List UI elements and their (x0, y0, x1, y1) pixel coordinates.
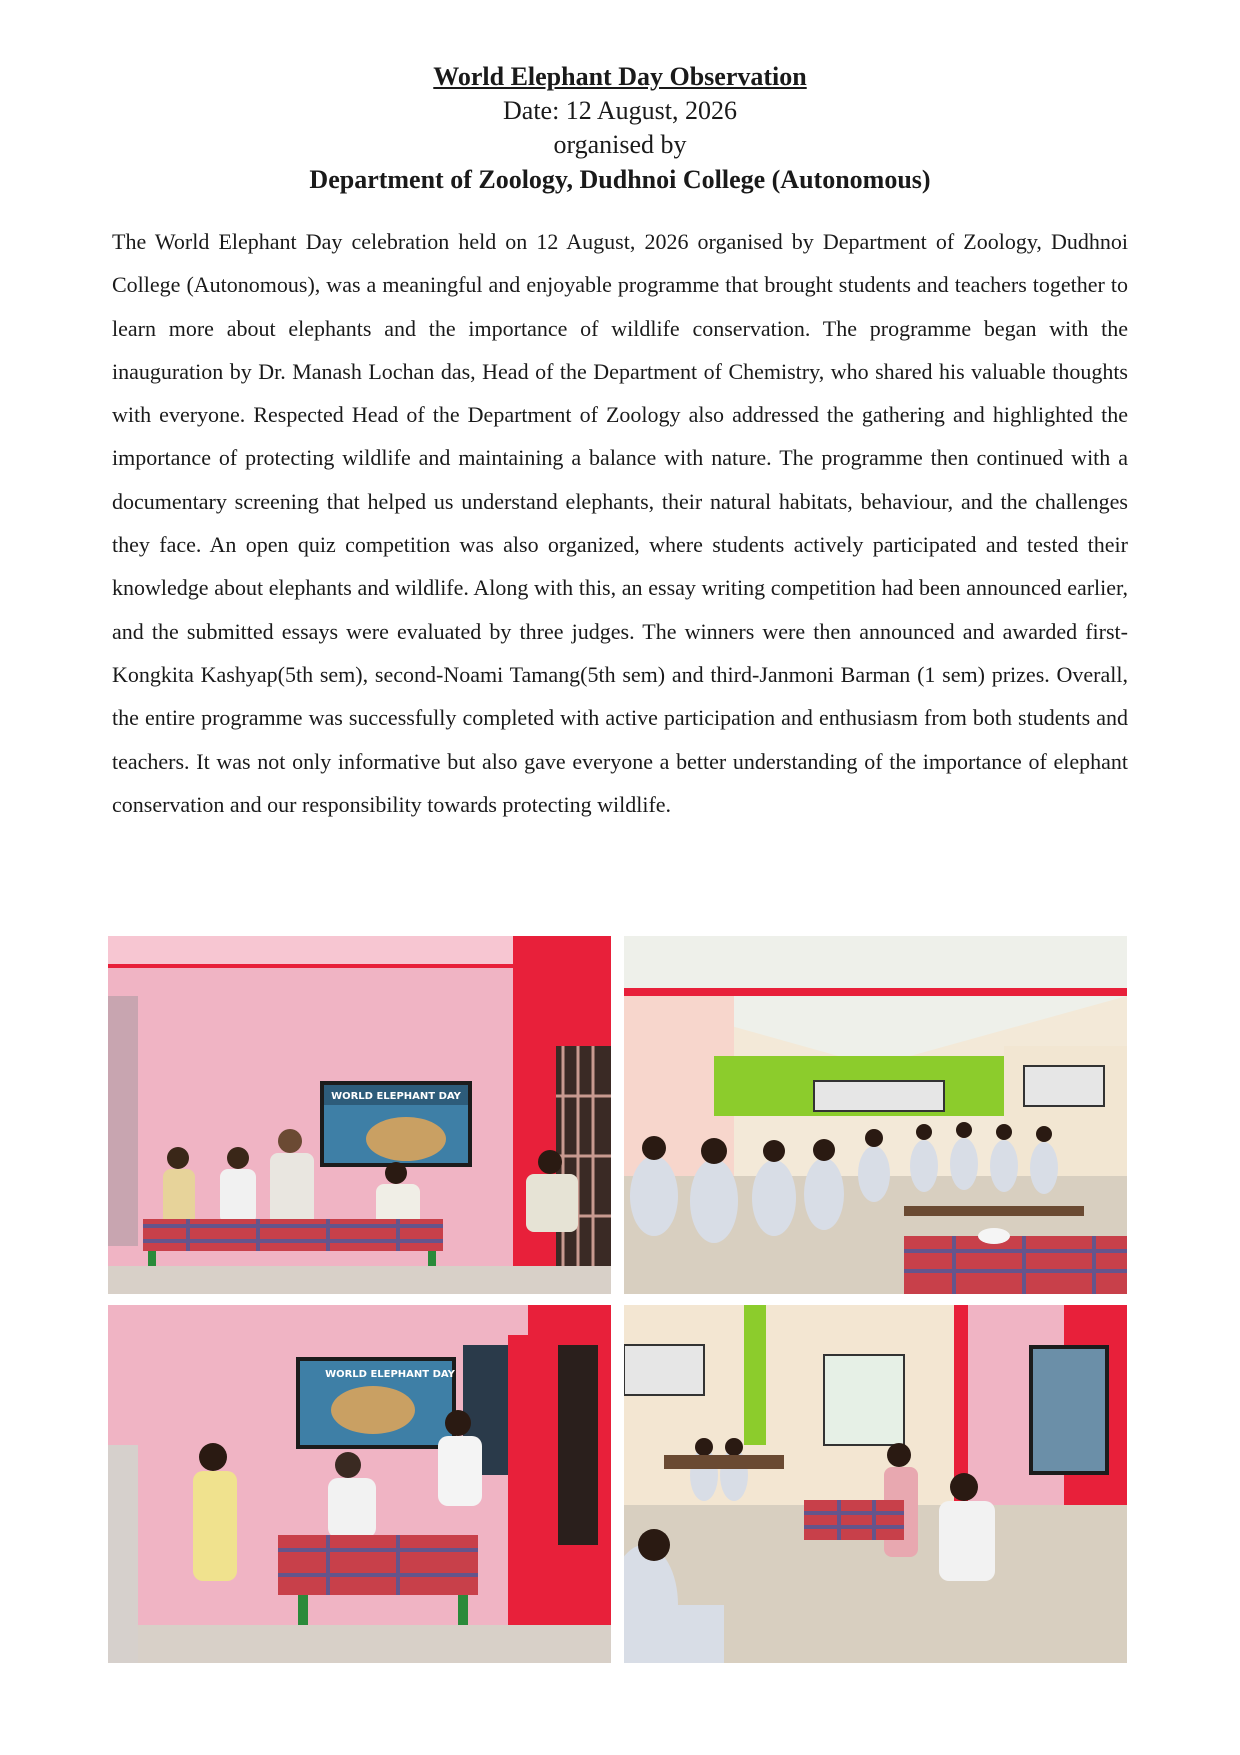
organiser-department: Department of Zoology, Dudhnoi College (Autonomous) (309, 165, 931, 194)
document-header (0, 60, 1240, 198)
document-title: World Elephant Day Observation (433, 62, 807, 91)
screen-title-text-2: WORLD ELEPHANT DAY (325, 1369, 455, 1380)
photo-speaker-address (108, 1305, 611, 1663)
report-body: The World Elephant Day celebration held on 12 August, 2026 organised by Department of Zoology, Dudhnoi College (Autonomous), was a meaningful and enjoyable programme that brought students and teachers together to learn more about elephants and the importance of wildlife conservation. The programme began with the inauguration by Dr. Manash Lochan das, Head of the Department of Chemistry, who shared his valuable thoughts with everyone. Respected Head of the Department of Zoology also addressed the gathering and highlighted the importance of protecting wildlife and maintaining a balance with nature. The programme then continued with a documentary screening that helped us understand elephants, their natural habitats, behaviour, and the challenges they face. An open quiz competition was also organized, where students actively participated and tested their knowledge about elephants and wildlife. Along with this, an essay writing competition had been announced earlier, and the submitted essays were evaluated by three judges. The winners were then announced and awarded first-Kongkita Kashyap(5th sem), second-Noami Tamang(5th sem) and third-Janmoni Barman (1 sem) prizes. Overall, the entire programme was successfully completed with active participation and enthusiasm from both students and teachers. It was not only informative but also gave everyone a better understanding of the importance of elephant conservation and our responsibility towards protecting wildlife. (112, 229, 1128, 817)
photo-dignitaries-at-table (108, 936, 611, 1294)
event-date: Date: 12 August, 2026 (503, 96, 737, 125)
screen-title-text: WORLD ELEPHANT DAY (331, 1091, 461, 1102)
photo-students-audience (624, 936, 1127, 1294)
photo-programme-hall (624, 1305, 1127, 1663)
organised-by-label: organised by (553, 130, 687, 159)
